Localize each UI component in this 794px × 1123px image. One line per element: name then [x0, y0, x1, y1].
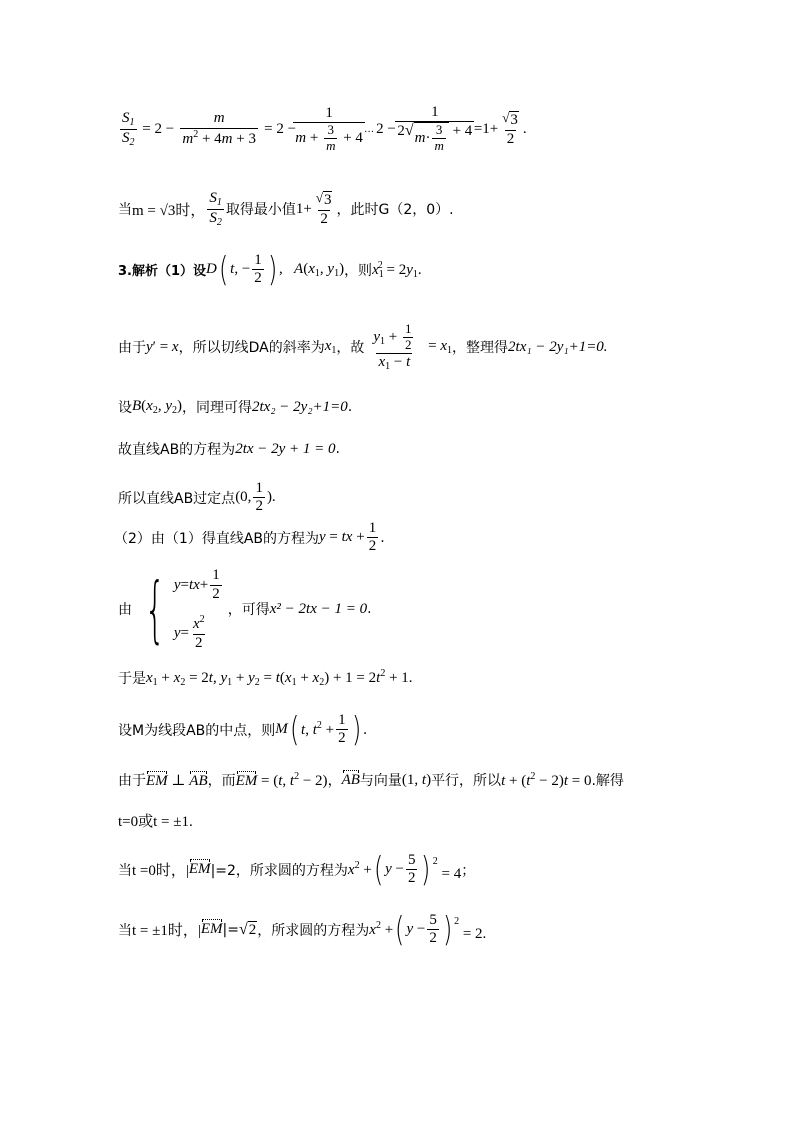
text-circle-case-1: 当 t =0时，| EM |=2，所求圆的方程为 $x^2$ + ( y − $\frac{5}{2}$ ) $^2$ = 4 ； — [118, 849, 476, 890]
text-line-ab: 故直线AB的方程为 2tx − 2y + 1 = 0 . — [118, 440, 340, 458]
text-solutions-t: t=0或t = ±1. — [118, 814, 193, 830]
text-point-b: 设 $B(x_2$, $y_2$) ，同理可得 2tx₂ − 2y₂+1=0 . — [118, 398, 353, 416]
text-midpoint-m: 设M为线段AB的中点，则 M ( t, $t^2$ + $\frac{1}{2}$ ) . — [118, 709, 368, 750]
equation-ratio: $\frac{S_1}{S_2}$ = 2 − $\frac{m}{m^2 + 4m + 3}$ = 2 − 1 m + $\frac{3}{m}$ + 4 … 2 − 1 2 √ m· $\frac{3}{m}$ + 4 =1+ √ 3 2 . — [122, 104, 527, 154]
text-perpendicular: 由于 EM ⊥ AB ，而 EM = (t, $t^2 - 2$) ， AB 与向量 (1, t) 平行，所以 $t + (t^2 - 2)t = 0$ .解得 — [118, 770, 624, 789]
equation-system: 由 { y = tx + $\frac{1}{2}$ y = $\frac{x^2}{2}$ ，可得 x² − 2tx − 1 = 0 . — [118, 567, 372, 651]
text-part-2: （2）由（1）得直线AB的方程为 y = tx + $\frac{1}{2}$ . — [114, 520, 385, 555]
text-sum-roots: 于是 $x_1 + x_2 = 2t$, $y_1 + y_2 = t(x_1 + x_2) + 1 = 2t^2 + 1$. — [118, 668, 413, 688]
text-circle-case-2: 当 t = ±1时，| EM |= √ 2 ，所求圆的方程为 $x^2$ + ( y − $\frac{5}{2}$ ) $^2$ = 2. — [118, 909, 487, 950]
text-min-value: 当 m = √3时， $\frac{S_1}{S_2}$ 取得最小值 1+ √ 3 2 ，此时G（2，0）. — [118, 190, 454, 228]
text-solution-3: 3.解析（1）设 D ( t , − $\frac{1}{2}$ ) , $A(x_1$, $y_1$) ，则 $x_1^2 = 2y_1$. — [118, 249, 422, 290]
text-tangent-slope: 由于 y′ = x ，所以切线DA的斜率为 $x_1$ ，故 $y_1$ + $\frac{1}{2}$ $x_1 - t$ = $x_1$ ，整理得 2tx₁ − 2y₁+1=0. — [118, 321, 608, 372]
text-fixed-point: 所以直线AB过定点 (0, $\frac{1}{2}$ ). — [118, 480, 276, 515]
